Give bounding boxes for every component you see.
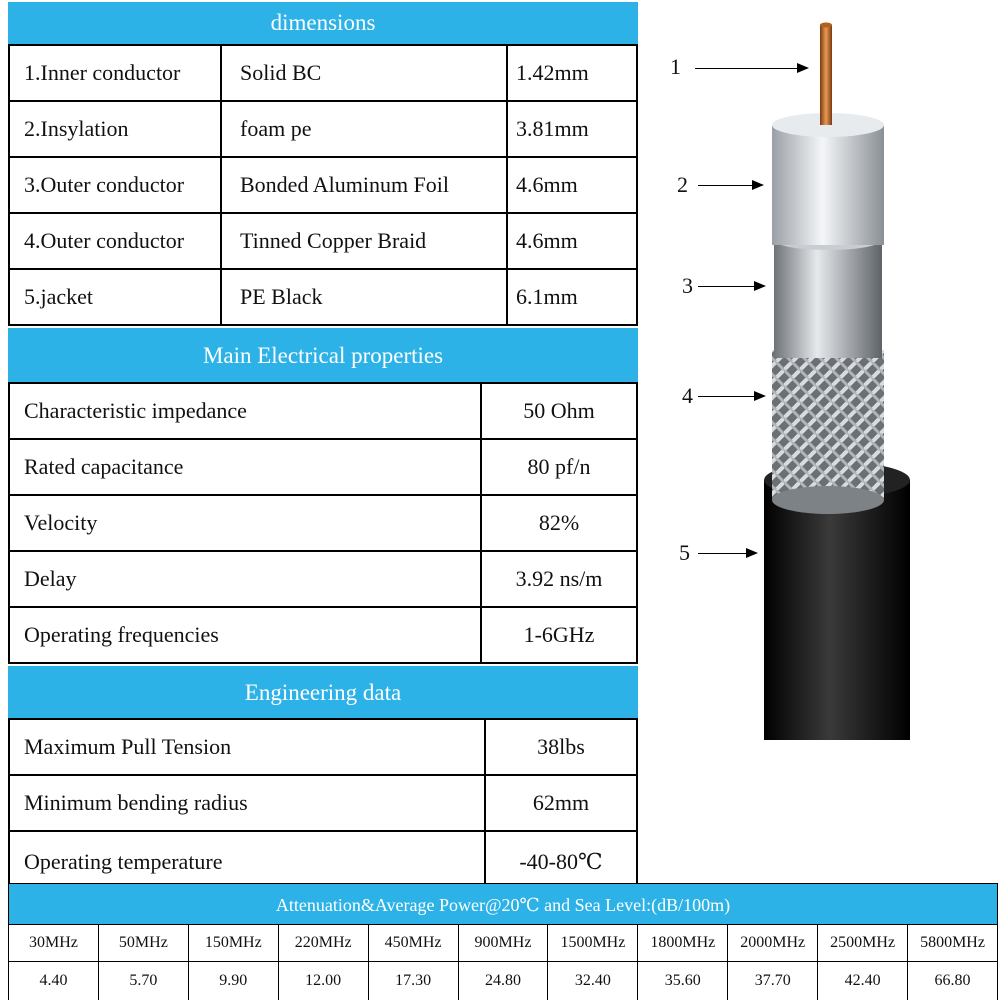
attenuation-frequency-row: [8, 925, 998, 962]
dimension-name: 5.jacket: [24, 284, 94, 309]
callout-label-2: 2: [677, 172, 688, 197]
attenuation-value-cell: 37.70: [728, 962, 818, 1000]
dimension-material: Tinned Copper Braid: [240, 228, 427, 253]
attenuation-value-cell: 24.80: [459, 962, 549, 1000]
dimension-size: 4.6mm: [516, 228, 578, 253]
electrical-name: Operating frequencies: [24, 622, 219, 647]
attenuation-header: Attenuation&Average Power@20℃ and Sea Level:(dB/100m): [8, 883, 998, 925]
engineering-name: Maximum Pull Tension: [24, 734, 232, 759]
electrical-name: Delay: [24, 566, 77, 591]
callout-arrow-5: [698, 553, 756, 554]
engineering-value: 38lbs: [537, 734, 585, 759]
callout-label-1: 1: [670, 54, 681, 79]
braid-layer: [772, 350, 884, 500]
dimension-size: 3.81mm: [516, 116, 589, 141]
engineering-row: [8, 720, 638, 776]
attenuation-frequency-cell: 220MHz: [279, 925, 369, 961]
electrical-row: [8, 552, 638, 608]
attenuation-value-cell: 12.00: [279, 962, 369, 1000]
attenuation-frequency-cell: 900MHz: [459, 925, 549, 961]
insulation-layer: [772, 125, 884, 245]
attenuation-value-cell: 42.40: [818, 962, 908, 1000]
dimension-name: 2.Insylation: [24, 116, 129, 141]
attenuation-frequency-cell: 1800MHz: [638, 925, 728, 961]
attenuation-value-cell: 32.40: [548, 962, 638, 1000]
engineering-name: Operating temperature: [24, 849, 223, 874]
dimension-row: [8, 270, 638, 326]
engineering-value: -40-80℃: [519, 849, 603, 874]
inner-conductor: [820, 25, 832, 125]
attenuation-value-row: [8, 962, 998, 1000]
attenuation-value-cell: 17.30: [369, 962, 459, 1000]
electrical-name: Velocity: [24, 510, 98, 535]
electrical-row: [8, 440, 638, 496]
callout-label-5: 5: [679, 540, 690, 565]
electrical-value: 82%: [538, 510, 580, 535]
electrical-value: 80 pf/n: [527, 454, 591, 479]
engineering-name: Minimum bending radius: [24, 790, 248, 815]
callout-arrow-3: [698, 286, 764, 287]
attenuation-frequency-cell: 2500MHz: [818, 925, 908, 961]
dimension-row: [8, 214, 638, 270]
callout-label-4: 4: [682, 383, 693, 408]
dimension-row: [8, 158, 638, 214]
dimensions-header: dimensions: [8, 2, 638, 46]
dimension-row: [8, 46, 638, 102]
dimension-material: Solid BC: [240, 60, 322, 85]
engineering-header: Engineering data: [8, 666, 638, 720]
electrical-name: Characteristic impedance: [24, 398, 247, 423]
electrical-row: [8, 496, 638, 552]
dimension-size: 6.1mm: [516, 284, 578, 309]
callout-arrow-4: [698, 396, 764, 397]
dimension-row: [8, 102, 638, 158]
jacket-layer: [764, 480, 910, 740]
engineering-value: 62mm: [532, 790, 590, 815]
braid-bottom: [772, 486, 884, 514]
callout-label-3: 3: [682, 273, 693, 298]
attenuation-value-cell: 66.80: [908, 962, 998, 1000]
electrical-header: Main Electrical properties: [8, 328, 638, 384]
dimension-material: Bonded Aluminum Foil: [240, 172, 450, 197]
electrical-name: Rated capacitance: [24, 454, 184, 479]
dimension-size: 1.42mm: [516, 60, 589, 85]
dimension-material: foam pe: [240, 116, 312, 141]
attenuation-frequency-cell: 450MHz: [369, 925, 459, 961]
attenuation-frequency-cell: 150MHz: [189, 925, 279, 961]
attenuation-frequency-cell: 1500MHz: [548, 925, 638, 961]
callout-arrow-1: [695, 68, 807, 69]
electrical-value: 1-6GHz: [523, 622, 595, 647]
dimension-material: PE Black: [240, 284, 323, 309]
attenuation-frequency-cell: 30MHz: [8, 925, 99, 961]
attenuation-frequency-cell: 2000MHz: [728, 925, 818, 961]
attenuation-value-cell: 5.70: [99, 962, 189, 1000]
electrical-row: [8, 608, 638, 664]
attenuation-frequency-cell: 50MHz: [99, 925, 189, 961]
attenuation-frequency-cell: 5800MHz: [908, 925, 998, 961]
dimension-name: 4.Outer conductor: [24, 228, 185, 253]
foil-layer: [774, 240, 882, 358]
attenuation-value-cell: 35.60: [638, 962, 728, 1000]
dimension-name: 1.Inner conductor: [24, 60, 181, 85]
electrical-value: 50 Ohm: [523, 398, 595, 423]
inner-conductor-tip: [820, 23, 832, 28]
dimension-name: 3.Outer conductor: [24, 172, 185, 197]
electrical-row: [8, 384, 638, 440]
dimension-size: 4.6mm: [516, 172, 578, 197]
coax-cable-illustration: [640, 10, 1000, 740]
engineering-row: [8, 776, 638, 832]
attenuation-value-cell: 4.40: [8, 962, 99, 1000]
attenuation-value-cell: 9.90: [189, 962, 279, 1000]
callout-arrow-2: [698, 185, 762, 186]
electrical-value: 3.92 ns/m: [515, 566, 603, 591]
